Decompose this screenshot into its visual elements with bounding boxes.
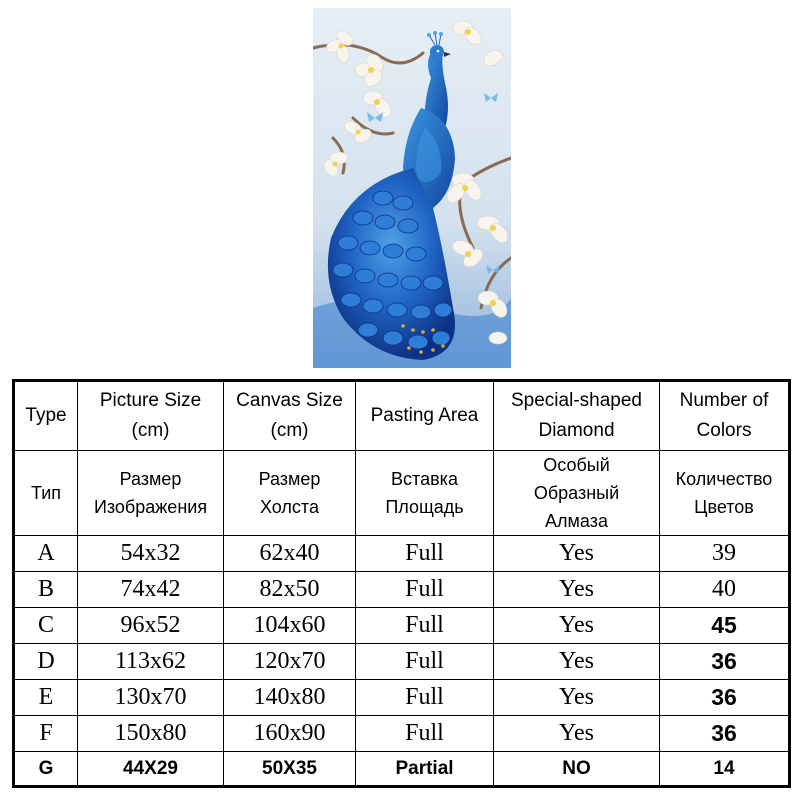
cell-picture-size: 150x80 [78, 716, 224, 752]
header-number-of-colors-ru: Количество Цветов [660, 451, 790, 536]
header-picture-size-ru: Размер Изображения [78, 451, 224, 536]
cell-pasting-area: Full [356, 608, 494, 644]
cell-special-diamond: NO [494, 752, 660, 787]
cell-special-diamond: Yes [494, 536, 660, 572]
cell-number-of-colors: 36 [660, 716, 790, 752]
table-row [14, 644, 790, 680]
cell-special-diamond: Yes [494, 644, 660, 680]
cell-picture-size: 74x42 [78, 572, 224, 608]
cell-canvas-size: 50X35 [224, 752, 356, 787]
cell-pasting-area: Full [356, 572, 494, 608]
cell-type: C [14, 608, 78, 644]
cell-special-diamond: Yes [494, 680, 660, 716]
header-special-diamond-ru: Особый Образный Алмаза [494, 451, 660, 536]
peacock-illustration [313, 8, 511, 368]
cell-pasting-area: Full [356, 644, 494, 680]
cell-special-diamond: Yes [494, 608, 660, 644]
cell-canvas-size: 160x90 [224, 716, 356, 752]
header-type-ru: Тип [14, 451, 78, 536]
size-spec-table [12, 379, 791, 788]
cell-number-of-colors: 39 [660, 536, 790, 572]
cell-picture-size: 96x52 [78, 608, 224, 644]
header-special-diamond: Special-shaped Diamond [494, 381, 660, 451]
table-row [14, 716, 790, 752]
header-canvas-size: Canvas Size (cm) [224, 381, 356, 451]
cell-pasting-area: Full [356, 536, 494, 572]
header-type: Type [14, 381, 78, 451]
cell-canvas-size: 120x70 [224, 644, 356, 680]
cell-canvas-size: 82x50 [224, 572, 356, 608]
header-row-english [14, 381, 790, 451]
table-row [14, 536, 790, 572]
cell-picture-size: 54x32 [78, 536, 224, 572]
cell-type: D [14, 644, 78, 680]
cell-picture-size: 130x70 [78, 680, 224, 716]
cell-type: A [14, 536, 78, 572]
cell-number-of-colors: 14 [660, 752, 790, 787]
cell-type: F [14, 716, 78, 752]
header-row-russian [14, 451, 790, 536]
cell-number-of-colors: 45 [660, 608, 790, 644]
cell-type: G [14, 752, 78, 787]
header-number-of-colors: Number of Colors [660, 381, 790, 451]
peacock-painting [313, 8, 511, 368]
table-row [14, 680, 790, 716]
header-pasting-area-ru: Вставка Площадь [356, 451, 494, 536]
table-row [14, 752, 790, 787]
cell-pasting-area: Partial [356, 752, 494, 787]
cell-canvas-size: 62x40 [224, 536, 356, 572]
cell-special-diamond: Yes [494, 716, 660, 752]
cell-canvas-size: 104x60 [224, 608, 356, 644]
cell-number-of-colors: 36 [660, 680, 790, 716]
cell-pasting-area: Full [356, 680, 494, 716]
cell-picture-size: 113x62 [78, 644, 224, 680]
header-canvas-size-ru: Размер Холста [224, 451, 356, 536]
cell-number-of-colors: 36 [660, 644, 790, 680]
cell-number-of-colors: 40 [660, 572, 790, 608]
cell-special-diamond: Yes [494, 572, 660, 608]
table-row [14, 572, 790, 608]
cell-pasting-area: Full [356, 716, 494, 752]
header-picture-size: Picture Size (cm) [78, 381, 224, 451]
cell-picture-size: 44X29 [78, 752, 224, 787]
cell-canvas-size: 140x80 [224, 680, 356, 716]
cell-type: B [14, 572, 78, 608]
table-row [14, 608, 790, 644]
header-pasting-area: Pasting Area [356, 381, 494, 451]
cell-type: E [14, 680, 78, 716]
